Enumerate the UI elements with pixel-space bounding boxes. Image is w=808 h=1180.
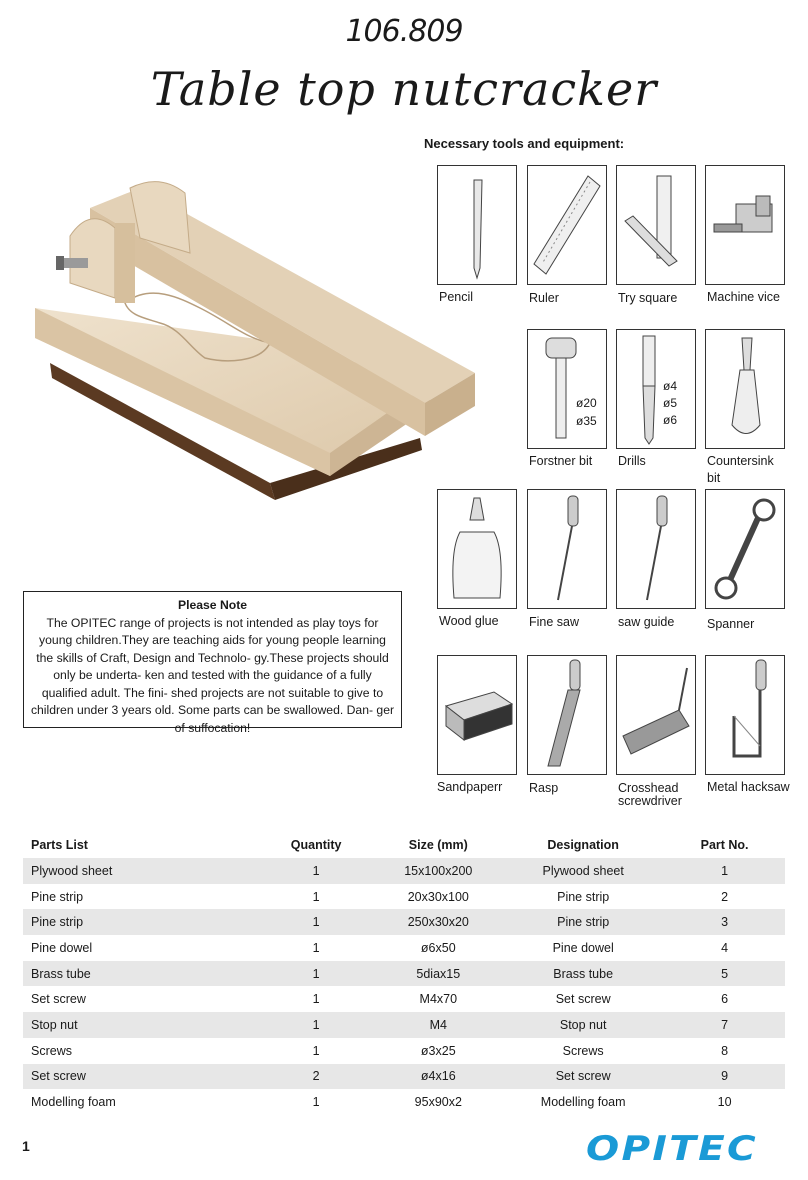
table-cell: 1 [258, 961, 375, 987]
product-code: 106.809 [345, 14, 463, 49]
tool-tile-forstner-bit [527, 329, 607, 449]
header-quantity: Quantity [290, 838, 342, 852]
tool-tile-try-square [616, 165, 696, 285]
crosshead-screwdriver-icon [617, 656, 695, 774]
table-cell: ø3x25 [420, 1043, 456, 1058]
table-cell: Plywood sheet [23, 858, 258, 884]
forstner-size-35: ø35 [576, 414, 597, 428]
table-cell: 5diax15 [374, 961, 502, 987]
table-row [23, 986, 785, 1012]
tool-tile-pencil [437, 165, 517, 285]
tool-label-crosshead-screwdriver: Crosshead screwdriver [618, 781, 682, 808]
tool-tile-crosshead-screwdriver [616, 655, 696, 775]
table-cell: 10 [717, 1095, 732, 1110]
tool-label-metal-hacksaw: Metal hacksaw [707, 780, 790, 794]
table-cell: M4x70 [419, 992, 458, 1007]
header-parts-list: Parts List [31, 838, 88, 852]
table-cell: 1 [258, 1012, 375, 1038]
tool-label-forstner-bit: Forstner bit [529, 454, 593, 468]
table-row [23, 1064, 785, 1090]
table-cell: 1 [664, 858, 785, 884]
drills-icon [617, 330, 695, 448]
table-cell: 20x30x100 [407, 889, 469, 904]
parts-table-body [23, 858, 785, 1115]
spanner-icon [706, 490, 784, 608]
wood-glue-icon [438, 490, 516, 608]
table-cell: Brass tube [502, 961, 664, 987]
table-cell: ø6x50 [420, 940, 456, 955]
table-cell: Set screw [31, 992, 86, 1007]
table-cell: 4 [721, 940, 729, 955]
forstner-size-20: ø20 [576, 396, 597, 410]
table-cell: 3 [664, 909, 785, 935]
table-cell: 2 [721, 889, 729, 904]
safety-note [23, 591, 402, 735]
brand-name: OPITEC [586, 1131, 758, 1165]
table-cell: 5 [664, 961, 785, 987]
machine-vice-icon [706, 166, 784, 284]
table-cell: Screws [562, 1043, 604, 1058]
table-cell: Brass tube [23, 961, 258, 987]
table-cell: 1 [258, 858, 375, 884]
tool-tile-countersink-bit [705, 329, 785, 449]
tool-tile-sandpaper [437, 655, 517, 775]
nutcracker-illustration [30, 178, 480, 518]
tools-heading: Necessary tools and equipment: [424, 136, 625, 151]
table-cell: 7 [664, 1012, 785, 1038]
table-row [23, 909, 785, 935]
parts-table [23, 832, 785, 1115]
pencil-icon [438, 166, 516, 284]
tool-label-sandpaper: Sandpaperr [437, 780, 503, 794]
table-cell: Stop nut [23, 1012, 258, 1038]
tool-label-wood-glue: Wood glue [439, 614, 499, 628]
table-cell: Set screw [555, 992, 611, 1007]
drill-size-5: ø5 [663, 396, 678, 410]
sandpaper-icon [438, 656, 516, 774]
metal-hacksaw-icon [706, 656, 784, 774]
tool-label-fine-saw: Fine saw [529, 615, 580, 629]
table-cell: 95x90x2 [414, 1095, 462, 1110]
tool-tile-fine-saw [527, 489, 607, 609]
note-body: The OPITEC range of projects is not intended as play toys for young children.They are teaching aids for young people learning the skills of Craft, Design and Technolo- gy.These projects should only be underta- ken and tested with the guidance of a fully qualified adult. The fini- shed projects are not suitable to give to children under 3 years old. Some parts can be swallowed. Dan- ger of suffocation! [30, 615, 395, 735]
table-cell: 250x30x20 [374, 909, 502, 935]
tool-tile-rasp [527, 655, 607, 775]
tool-label-machine-vice: Machine vice [707, 290, 780, 304]
drill-size-4: ø4 [663, 379, 678, 393]
table-cell: Set screw [23, 1064, 258, 1090]
table-cell: M4 [374, 1012, 502, 1038]
opitec-logo [586, 1131, 761, 1165]
table-cell: 6 [721, 992, 729, 1007]
table-cell: 15x100x200 [374, 858, 502, 884]
tool-label-drills: Drills [618, 454, 646, 468]
header-size: Size (mm) [408, 838, 468, 852]
fine-saw-icon [528, 490, 606, 608]
drill-sizes [663, 378, 677, 429]
forstner-bit-icon [528, 330, 606, 448]
page-title: Table top nutcracker [150, 62, 658, 116]
table-row [23, 961, 785, 987]
table-cell: Pine strip [31, 889, 84, 904]
tool-label-pencil: Pencil [439, 290, 474, 304]
table-cell: Pine dowel [552, 940, 614, 955]
table-cell: Pine strip [502, 909, 664, 935]
ruler-icon [528, 166, 606, 284]
note-title: Please Note [177, 598, 248, 612]
table-row [23, 884, 785, 910]
header-part-no: Part No. [700, 838, 749, 852]
tool-label-ruler: Ruler [529, 291, 559, 305]
table-cell: Modelling foam [540, 1095, 626, 1110]
table-cell: Pine strip [557, 889, 610, 904]
table-cell: 2 [258, 1064, 375, 1090]
table-cell: 1 [312, 1095, 320, 1110]
tool-tile-machine-vice [705, 165, 785, 285]
table-cell: Modelling foam [31, 1095, 116, 1110]
tool-tile-spanner [705, 489, 785, 609]
table-cell: Screws [31, 1043, 72, 1058]
table-cell: Plywood sheet [502, 858, 664, 884]
tool-tile-ruler [527, 165, 607, 285]
table-cell: Stop nut [502, 1012, 664, 1038]
table-row [23, 1089, 785, 1115]
saw-guide-icon [617, 490, 695, 608]
table-row [23, 935, 785, 961]
tool-label-countersink-bit: Countersink bit [707, 454, 774, 485]
table-cell: 1 [312, 1043, 320, 1058]
try-square-icon [617, 166, 695, 284]
tool-tile-saw-guide [616, 489, 696, 609]
rasp-icon [528, 656, 606, 774]
table-cell: 8 [721, 1043, 729, 1058]
tool-label-saw-guide: saw guide [618, 615, 675, 629]
table-cell: ø4x16 [374, 1064, 502, 1090]
header-designation: Designation [547, 838, 619, 852]
table-cell: 9 [664, 1064, 785, 1090]
table-cell: 1 [312, 940, 320, 955]
table-row [23, 1012, 785, 1038]
countersink-bit-icon [706, 330, 784, 448]
tool-tile-drills [616, 329, 696, 449]
table-cell: 1 [312, 992, 320, 1007]
tool-label-rasp: Rasp [529, 781, 559, 795]
table-cell: Set screw [502, 1064, 664, 1090]
table-cell: 1 [312, 889, 320, 904]
forstner-bit-sizes [576, 394, 597, 430]
table-cell: Pine strip [23, 909, 258, 935]
table-cell: 1 [258, 909, 375, 935]
page-number: 1 [22, 1138, 30, 1154]
table-cell: Pine dowel [31, 940, 93, 955]
drill-size-6: ø6 [663, 413, 678, 427]
table-row [23, 858, 785, 884]
tool-tile-wood-glue [437, 489, 517, 609]
tool-label-try-square: Try square [618, 291, 678, 305]
tool-label-spanner: Spanner [707, 617, 755, 631]
table-row [23, 1038, 785, 1064]
tool-tile-metal-hacksaw [705, 655, 785, 775]
parts-table-header [23, 832, 785, 858]
